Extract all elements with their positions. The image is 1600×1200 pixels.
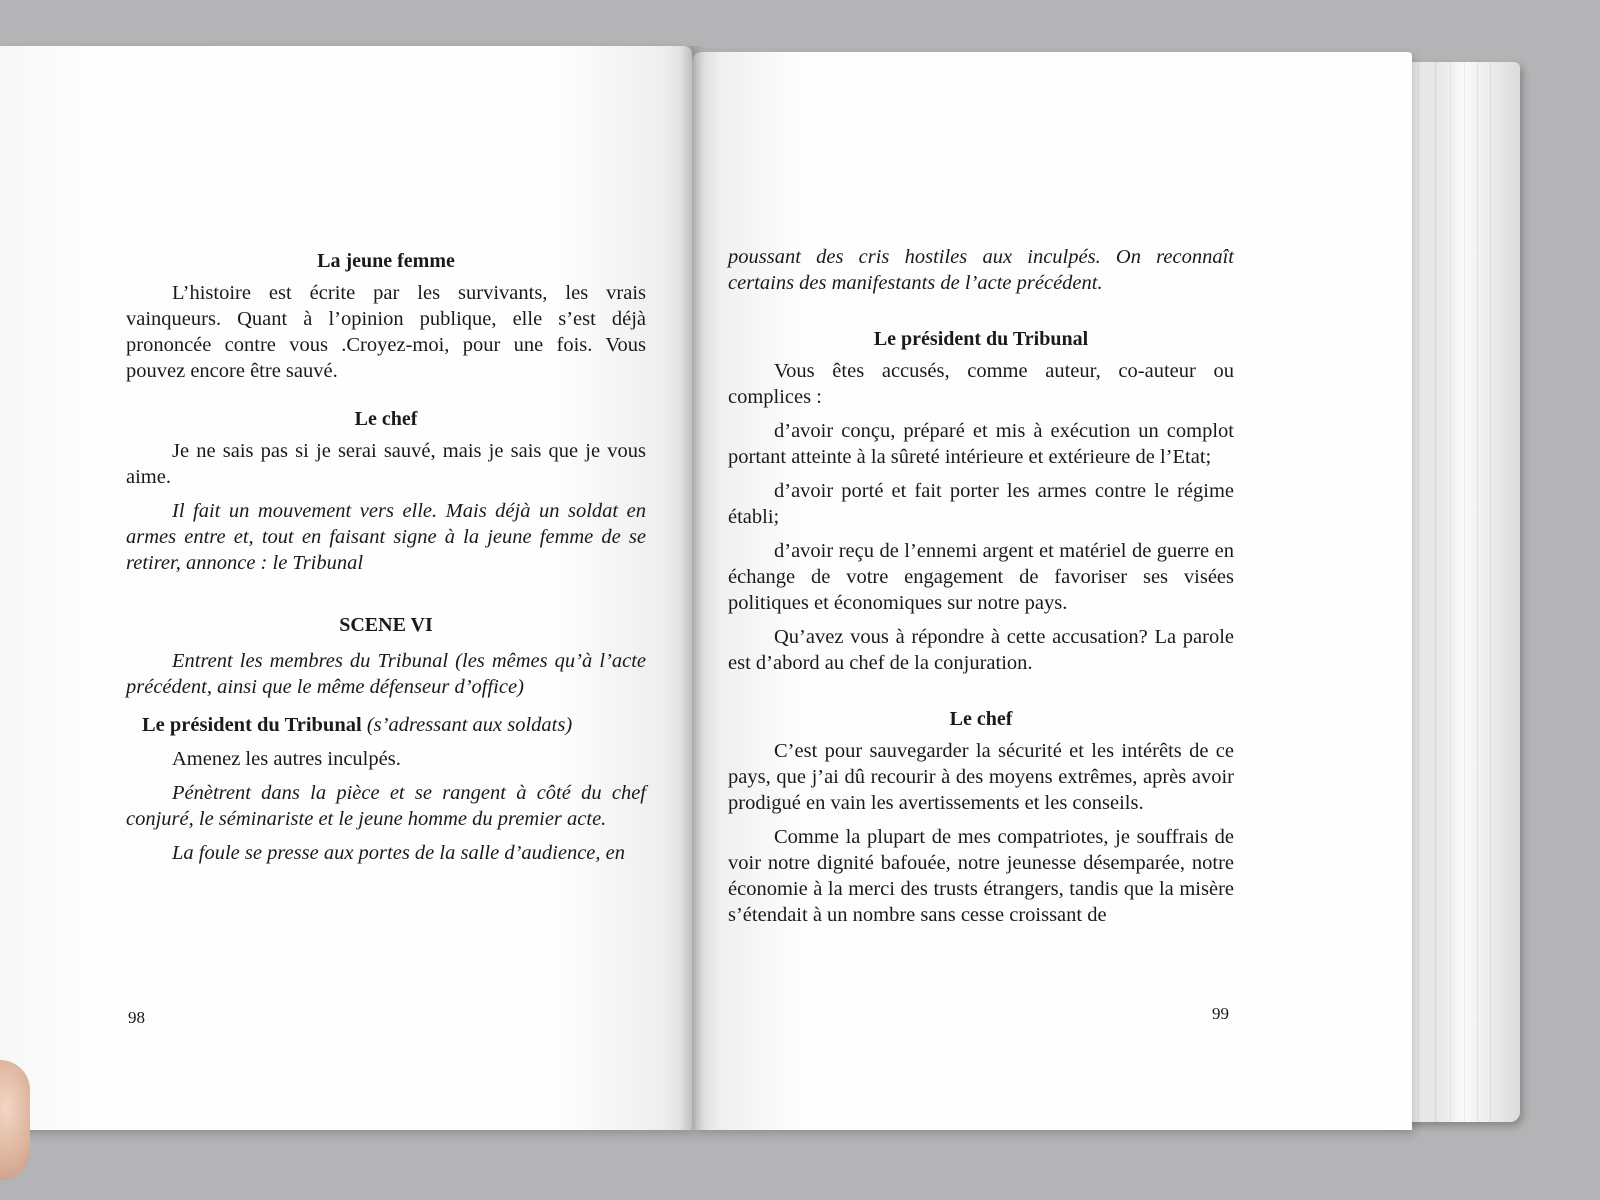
thumb bbox=[0, 1060, 30, 1180]
page-number: 98 bbox=[128, 1008, 145, 1027]
dialogue: Qu’avez vous à répondre à cette accusation? La parole est d’abord au chef de la conjuration. bbox=[728, 626, 1234, 674]
dialogue: Je ne sais pas si je serai sauvé, mais je sais que je vous aime. bbox=[126, 440, 646, 488]
stage-direction: (s’adressant aux soldats) bbox=[366, 714, 573, 736]
dialogue: d’avoir conçu, préparé et mis à exécution un complot portant atteinte à la sûreté intérieure et extérieure de l’Etat; bbox=[728, 420, 1234, 468]
speaker-line bbox=[126, 712, 646, 738]
right-page-text bbox=[728, 244, 1234, 936]
speaker-name: Le président du Tribunal bbox=[873, 328, 1089, 350]
dialogue: L’histoire est écrite par les survivants, les vrais vainqueurs. Quant à l’opinion publique, elle s’est déjà prononcée contre vous .Croyez-moi, pour une fois. Vous pouvez encore être sauvé. bbox=[126, 282, 646, 382]
dialogue: Comme la plupart de mes compatriotes, je souffrais de voir notre dignité bafouée, notre jeunesse désemparée, notre économie à la merci des trusts étrangers, tandis que la misère s’étendait à un nombre sans cesse croissant de bbox=[728, 826, 1234, 926]
speaker-name: Le chef bbox=[354, 408, 418, 430]
dialogue: Vous êtes accusés, comme auteur, co-auteur ou complices : bbox=[728, 360, 1234, 408]
stage-direction: La foule se presse aux portes de la salle d’audience, en bbox=[172, 842, 625, 864]
stage-direction: Pénètrent dans la pièce et se rangent à côté du chef conjuré, le séminariste et le jeune homme du premier acte. bbox=[126, 782, 646, 830]
scene-heading: SCENE VI bbox=[339, 614, 433, 636]
dialogue: C’est pour sauvegarder la sécurité et les intérêts de ce pays, que j’ai dû recourir à des moyens extrêmes, après avoir prodigué en vain les avertissements et les conseils. bbox=[728, 740, 1234, 814]
page-number: 99 bbox=[1212, 1004, 1229, 1023]
book-gutter bbox=[680, 46, 706, 1130]
dialogue: Amenez les autres inculpés. bbox=[172, 748, 401, 770]
stage-direction: Il fait un mouvement vers elle. Mais déjà un soldat en armes entre et, tout en faisant signe à la jeune femme de se retirer, annonce : le Tribunal bbox=[126, 500, 646, 574]
speaker-name: La jeune femme bbox=[317, 250, 455, 272]
speaker-name: Le chef bbox=[949, 708, 1013, 730]
speaker-name: Le président du Tribunal bbox=[142, 714, 362, 736]
dialogue: d’avoir porté et fait porter les armes contre le régime établi; bbox=[728, 480, 1234, 528]
stage-direction: poussant des cris hostiles aux inculpés. On reconnaît certains des manifestants de l’acte précédent. bbox=[728, 246, 1234, 294]
dialogue: d’avoir reçu de l’ennemi argent et matériel de guerre en échange de votre engagement de favoriser ses visées politiques et économiques sur notre pays. bbox=[728, 540, 1234, 614]
stage-direction: Entrent les membres du Tribunal (les mêmes qu’à l’acte précédent, ainsi que le même défenseur d’office) bbox=[126, 650, 646, 698]
left-page-text bbox=[126, 248, 646, 874]
